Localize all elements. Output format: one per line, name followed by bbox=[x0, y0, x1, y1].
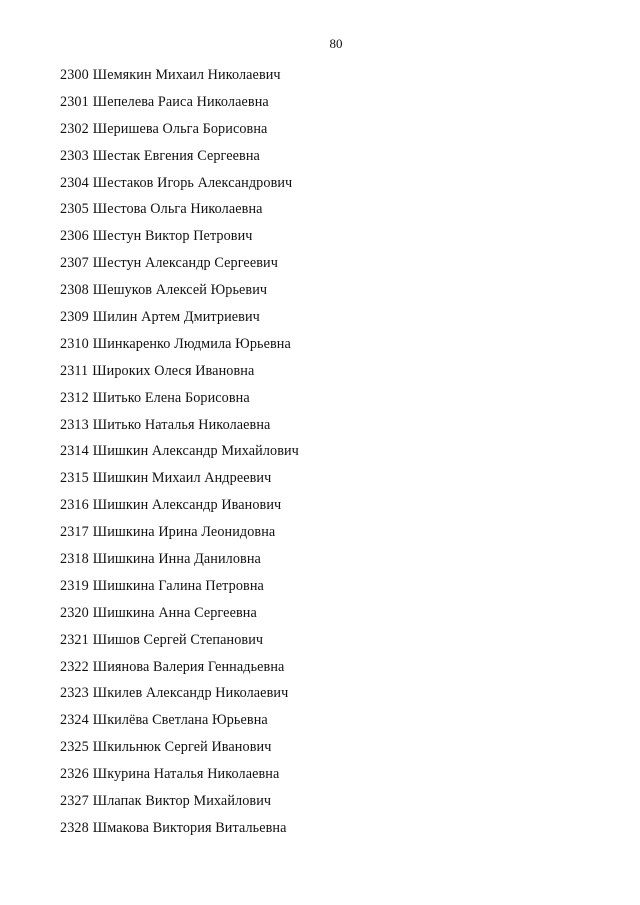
list-item bbox=[60, 631, 299, 658]
list-item bbox=[60, 200, 299, 227]
entry-name: Шитько Елена Борисовна bbox=[92, 389, 250, 406]
entry-name: Шестак Евгения Сергеевна bbox=[92, 147, 260, 164]
entry-number: 2301 bbox=[60, 93, 89, 110]
entry-number: 2317 bbox=[60, 524, 89, 541]
entry-name: Шестун Александр Сергеевич bbox=[92, 255, 278, 272]
list-item bbox=[60, 174, 299, 201]
list-item bbox=[60, 254, 299, 281]
entry-number: 2314 bbox=[60, 443, 89, 460]
entry-name: Шишкин Александр Иванович bbox=[92, 497, 282, 514]
entry-name: Шиянова Валерия Геннадьевна bbox=[92, 658, 285, 675]
entry-number: 2302 bbox=[60, 120, 89, 137]
entry-name: Шишкина Инна Даниловна bbox=[92, 551, 261, 568]
list-item bbox=[60, 792, 299, 819]
entry-number: 2324 bbox=[60, 712, 89, 729]
entry-name: Шишкин Александр Михайлович bbox=[92, 443, 299, 460]
entry-number: 2306 bbox=[60, 228, 89, 245]
entry-name: Шкилев Александр Николаевич bbox=[92, 685, 289, 702]
entry-name: Шешуков Алексей Юрьевич bbox=[92, 282, 268, 299]
entry-name: Шишкин Михаил Андреевич bbox=[92, 470, 272, 487]
entry-number: 2323 bbox=[60, 685, 89, 702]
entry-name: Шлапак Виктор Михайлович bbox=[92, 793, 272, 810]
entry-name: Шишкина Анна Сергеевна bbox=[92, 604, 257, 621]
entry-number: 2325 bbox=[60, 739, 89, 756]
list-item bbox=[60, 442, 299, 469]
entry-number: 2316 bbox=[60, 497, 89, 514]
entry-number: 2311 bbox=[60, 362, 89, 379]
entry-name: Шишкина Галина Петровна bbox=[92, 577, 264, 594]
entry-number: 2321 bbox=[60, 631, 89, 648]
list-item bbox=[60, 819, 299, 846]
list-item bbox=[60, 66, 299, 93]
list-item bbox=[60, 738, 299, 765]
entry-number: 2309 bbox=[60, 309, 89, 326]
entry-number: 2300 bbox=[60, 67, 89, 83]
entry-name: Шестаков Игорь Александрович bbox=[92, 174, 293, 191]
list-item bbox=[60, 550, 299, 577]
entry-number: 2320 bbox=[60, 604, 89, 621]
entry-name: Шмакова Виктория Витальевна bbox=[92, 819, 287, 836]
entry-name: Шеришева Ольга Борисовна bbox=[92, 120, 268, 137]
list-item bbox=[60, 684, 299, 711]
list-item bbox=[60, 577, 299, 604]
entry-name: Шишкина Ирина Леонидовна bbox=[92, 524, 276, 541]
entry-name: Шкильнюк Сергей Иванович bbox=[92, 739, 272, 756]
list-item bbox=[60, 523, 299, 550]
entry-name: Шинкаренко Людмила Юрьевна bbox=[92, 335, 291, 352]
entry-number: 2315 bbox=[60, 470, 89, 487]
entry-number: 2304 bbox=[60, 174, 89, 191]
list-item bbox=[60, 658, 299, 685]
entry-name: Шилин Артем Дмитриевич bbox=[92, 309, 260, 326]
list-item bbox=[60, 335, 299, 362]
list-item bbox=[60, 496, 299, 523]
entry-number: 2327 bbox=[60, 793, 89, 810]
entry-number: 2308 bbox=[60, 282, 89, 299]
entry-number: 2303 bbox=[60, 147, 89, 164]
entry-number: 2307 bbox=[60, 255, 89, 272]
entry-name: Шишов Сергей Степанович bbox=[92, 631, 264, 648]
entry-name: Шкилёва Светлана Юрьевна bbox=[92, 712, 268, 729]
list-item bbox=[60, 416, 299, 443]
entry-name: Шестун Виктор Петрович bbox=[92, 228, 253, 245]
list-item bbox=[60, 93, 299, 120]
list-item bbox=[60, 765, 299, 792]
list-item bbox=[60, 389, 299, 416]
entry-number: 2322 bbox=[60, 658, 89, 675]
list-item bbox=[60, 227, 299, 254]
entry-number: 2305 bbox=[60, 201, 89, 218]
entry-number: 2313 bbox=[60, 416, 89, 433]
list-item bbox=[60, 711, 299, 738]
list-item bbox=[60, 281, 299, 308]
entry-name: Шепелева Раиса Николаевна bbox=[92, 93, 269, 110]
entry-number: 2319 bbox=[60, 577, 89, 594]
entry-list bbox=[60, 66, 299, 846]
entry-name: Шестова Ольга Николаевна bbox=[92, 201, 263, 218]
entry-number: 2326 bbox=[60, 766, 89, 783]
list-item bbox=[60, 147, 299, 174]
entry-name: Шитько Наталья Николаевна bbox=[92, 416, 271, 433]
entry-name: Шкурина Наталья Николаевна bbox=[92, 766, 280, 783]
list-item bbox=[60, 469, 299, 496]
entry-name: Широких Олеся Ивановна bbox=[92, 362, 255, 379]
entry-name: Шемякин Михаил Николаевич bbox=[92, 67, 281, 83]
entry-number: 2328 bbox=[60, 819, 89, 836]
list-item bbox=[60, 362, 299, 389]
list-item bbox=[60, 308, 299, 335]
entry-number: 2310 bbox=[60, 335, 89, 352]
list-item bbox=[60, 604, 299, 631]
page-number: 80 bbox=[329, 36, 343, 51]
entry-number: 2312 bbox=[60, 389, 89, 406]
list-item bbox=[60, 120, 299, 147]
entry-number: 2318 bbox=[60, 551, 89, 568]
